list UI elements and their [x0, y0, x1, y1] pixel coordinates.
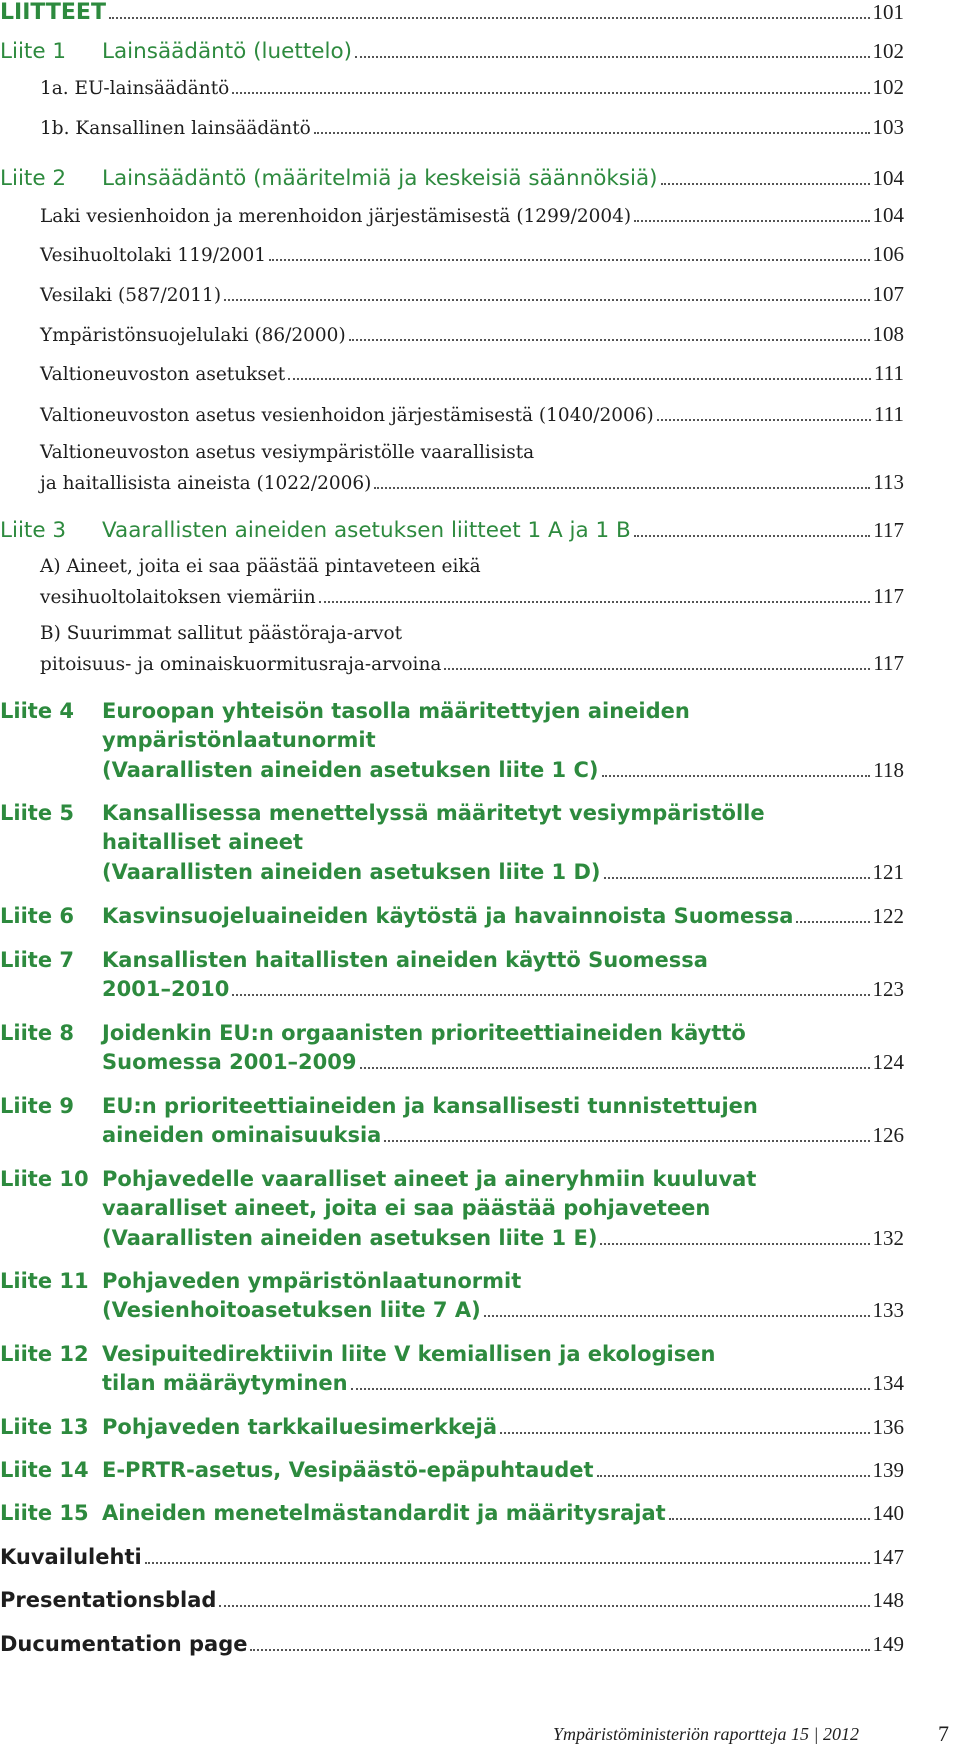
- toc-entry-liite-8[interactable]: [0, 1021, 904, 1079]
- toc-page-number: 122: [872, 904, 904, 928]
- toc-entry-title-line-2: aineiden ominaisuuksia: [102, 1123, 382, 1147]
- toc-leader-dots: [288, 378, 871, 380]
- toc-entry-liite-2[interactable]: [0, 166, 904, 194]
- toc-entry-1b[interactable]: [0, 115, 904, 141]
- toc-entry-ymparistonsuojelulaki[interactable]: [0, 322, 904, 348]
- page-footer: [0, 1721, 960, 1750]
- toc-entry-vesilaki[interactable]: [0, 282, 904, 308]
- toc-leader-dots: [351, 1388, 870, 1390]
- toc-page-number: 107: [872, 282, 904, 306]
- toc-entry-title-line-1: Pohjaveden ympäristönlaatunormit: [102, 1269, 522, 1293]
- toc-page-number: 101: [872, 0, 904, 24]
- toc-leader-dots: [109, 17, 870, 19]
- toc-page-number: 148: [872, 1588, 904, 1612]
- toc-entry-label: Liite 15: [0, 1501, 89, 1525]
- toc-leader-dots: [360, 1067, 870, 1069]
- toc-entry-title: 1b. Kansallinen lainsäädäntö: [40, 118, 311, 139]
- toc-page-number: 124: [872, 1050, 904, 1074]
- toc-leader-dots: [250, 1649, 869, 1651]
- toc-leader-dots: [500, 1432, 869, 1434]
- toc-entry-liite-11[interactable]: [0, 1269, 904, 1327]
- toc-entry-label: Liite 8: [0, 1021, 74, 1045]
- toc-entry-liite-1[interactable]: [0, 39, 904, 67]
- toc-entry-title-line-2: haitalliset aineet: [102, 830, 304, 854]
- toc-entry-title: Laki vesienhoidon ja merenhoidon järjestämisestä (1299/2004): [40, 206, 632, 227]
- toc-entry-title: Vesihuoltolaki 119/2001: [40, 245, 267, 266]
- toc-entry-vesihuoltolaki[interactable]: [0, 242, 904, 268]
- toc-entry-liite-7[interactable]: [0, 948, 904, 1006]
- toc-entry-liitteet[interactable]: [0, 0, 904, 26]
- toc-page-number: 134: [872, 1371, 904, 1395]
- toc-leader-dots: [597, 1475, 870, 1477]
- toc-entry-title-line-2: ja haitallisista aineista (1022/2006): [40, 473, 372, 494]
- toc-entry-title-line-1: Pohjavedelle vaaralliset aineet ja aineryhmiin kuuluvat: [102, 1167, 757, 1191]
- toc-leader-dots: [349, 339, 870, 341]
- toc-entry-title-line-2: 2001–2010: [102, 977, 230, 1001]
- toc-entry-title-line-1: Kansallisten haitallisten aineiden käyttö Suomessa: [102, 948, 708, 972]
- toc-entry-title-line-1: Euroopan yhteisön tasolla määritettyjen aineiden: [102, 699, 690, 723]
- toc-page-number: 126: [872, 1123, 904, 1147]
- toc-leader-dots: [484, 1315, 870, 1317]
- footer-page-number: 7: [938, 1721, 949, 1746]
- toc-leader-dots: [600, 1243, 869, 1245]
- toc-entry-title-line-3: (Vaarallisten aineiden asetuksen liite 1 C): [102, 758, 599, 782]
- toc-leader-dots: [602, 775, 871, 777]
- toc-page-number: 117: [873, 651, 904, 675]
- toc-entry-title-line-3: (Vaarallisten aineiden asetuksen liite 1 E): [102, 1226, 598, 1250]
- toc-page-number: 147: [872, 1545, 904, 1569]
- toc-leader-dots: [384, 1140, 869, 1142]
- footer-publication: Ympäristöministeriön raportteja 15 | 2012: [553, 1724, 859, 1744]
- toc-page-number: 102: [872, 39, 904, 63]
- toc-leader-dots: [232, 994, 869, 996]
- toc-leader-dots: [444, 668, 870, 670]
- toc-entry-vn-asetus-1022[interactable]: [0, 442, 904, 498]
- toc-entry-title: Lainsäädäntö (luettelo): [102, 39, 352, 64]
- toc-entry-title: Valtioneuvoston asetukset: [40, 364, 286, 385]
- toc-entry-title: Valtioneuvoston asetus vesienhoidon järjestämisestä (1040/2006): [40, 405, 654, 426]
- toc-entry-title-line-1: Kansallisessa menettelyssä määritetyt vesiympäristölle: [102, 801, 765, 825]
- toc-leader-dots: [145, 1562, 870, 1564]
- toc-leader-dots: [314, 132, 870, 134]
- toc-entry-title: Aineiden menetelmästandardit ja määritysrajat: [102, 1501, 666, 1525]
- toc-entry-vn-asetus-1040[interactable]: [0, 402, 904, 428]
- toc-entry-title-line-1: Joidenkin EU:n orgaanisten prioriteettiaineiden käyttö: [102, 1021, 746, 1045]
- toc-leader-dots: [634, 220, 869, 222]
- toc-page-number: 103: [872, 115, 904, 139]
- toc-entry-liite-3a[interactable]: [0, 556, 904, 612]
- toc-entry-title: Ympäristönsuojelulaki (86/2000): [40, 325, 346, 346]
- toc-entry-title-line-1: A) Aineet, joita ei saa päästää pintaveteen eikä: [40, 556, 481, 577]
- toc-leader-dots: [796, 921, 869, 923]
- toc-leader-dots: [661, 183, 870, 185]
- toc-entry-title: Kasvinsuojeluaineiden käytöstä ja havainnoista Suomessa: [102, 904, 794, 928]
- toc-entry-liite-3b[interactable]: [0, 623, 904, 679]
- toc-entry-title-line-2: vesihuoltolaitoksen viemäriin: [40, 587, 316, 608]
- toc-entry-label: Liite 12: [0, 1342, 89, 1366]
- toc-entry-title-line-2: pitoisuus- ja ominaiskuormitusraja-arvoina: [40, 654, 442, 675]
- toc-entry-1a[interactable]: [0, 75, 904, 101]
- toc-leader-dots: [604, 877, 870, 879]
- toc-entry-liite-4[interactable]: [0, 699, 904, 787]
- toc-entry-title-line-1: B) Suurimmat sallitut päästöraja-arvot: [40, 623, 403, 644]
- toc-entry-presentationsblad[interactable]: [0, 1588, 904, 1616]
- toc-page-number: 111: [874, 361, 904, 385]
- toc-entry-label: Liite 11: [0, 1269, 89, 1293]
- toc-entry-title-line-2: vaaralliset aineet, joita ei saa päästää pohjaveteen: [102, 1196, 711, 1220]
- toc-entry-title: E-PRTR-asetus, Vesipäästö-epäpuhtaudet: [102, 1458, 594, 1482]
- toc-page-number: 108: [872, 322, 904, 346]
- toc-entry-title-line-1: Valtioneuvoston asetus vesiympäristölle vaarallisista: [40, 442, 535, 463]
- toc-leader-dots: [219, 1605, 869, 1607]
- toc-page-number: 133: [872, 1298, 904, 1322]
- toc-entry-label: Liite 13: [0, 1415, 89, 1439]
- toc-page-number: 140: [872, 1501, 904, 1525]
- toc-entry-label: Liite 3: [0, 518, 67, 543]
- toc-entry-label: Liite 5: [0, 801, 74, 825]
- toc-entry-liite-6[interactable]: [0, 904, 904, 932]
- toc-entry-title: Lainsäädäntö (määritelmiä ja keskeisiä säännöksiä): [102, 166, 658, 191]
- toc-entry-title-line-1: Vesipuitedirektiivin liite V kemiallisen ja ekologisen: [102, 1342, 716, 1366]
- toc-entry-kuvailulehti[interactable]: [0, 1545, 904, 1573]
- toc-entry-liite-14[interactable]: [0, 1458, 904, 1486]
- toc-page-number: 104: [872, 203, 904, 227]
- toc-entry-title-line-2: tilan määräytyminen: [102, 1371, 348, 1395]
- toc-entry-title-line-2: Suomessa 2001–2009: [102, 1050, 357, 1074]
- toc-page-number: 117: [873, 584, 904, 608]
- toc-entry-title-line-2: (Vesienhoitoasetuksen liite 7 A): [102, 1298, 481, 1322]
- toc-entry-title: Kuvailulehti: [0, 1545, 142, 1569]
- toc-entry-label: Liite 14: [0, 1458, 89, 1482]
- toc-page-number: 106: [872, 242, 904, 266]
- toc-entry-title: Ducumentation page: [0, 1632, 248, 1656]
- toc-page-number: 102: [872, 75, 904, 99]
- toc-page-number: 136: [872, 1415, 904, 1439]
- toc-entry-label: Liite 2: [0, 166, 67, 191]
- toc-leader-dots: [355, 56, 870, 58]
- toc-entry-title-line-1: EU:n prioriteettiaineiden ja kansallisesti tunnistettujen: [102, 1094, 758, 1118]
- toc-page-number: 117: [873, 518, 904, 542]
- toc-entry-title: LIITTEET: [0, 0, 106, 25]
- toc-leader-dots: [269, 259, 869, 261]
- toc-entry-label: Liite 9: [0, 1094, 74, 1118]
- toc-leader-dots: [224, 299, 869, 301]
- toc-entry-liite-5[interactable]: [0, 801, 904, 889]
- toc-leader-dots: [634, 535, 871, 537]
- toc-page-number: 139: [872, 1458, 904, 1482]
- toc-entry-title: Vesilaki (587/2011): [40, 285, 222, 306]
- toc-page-number: 121: [872, 860, 904, 884]
- toc-page-number: 123: [872, 977, 904, 1001]
- toc-entry-liite-15[interactable]: [0, 1501, 904, 1529]
- toc-entry-label: Liite 1: [0, 39, 67, 64]
- toc-entry-title: 1a. EU-lainsäädäntö: [40, 78, 230, 99]
- toc-leader-dots: [232, 92, 869, 94]
- toc-entry-documentation-page[interactable]: [0, 1632, 904, 1660]
- toc-leader-dots: [669, 1518, 870, 1520]
- toc-page-number: 149: [872, 1632, 904, 1656]
- toc-entry-label: Liite 7: [0, 948, 74, 972]
- toc-entry-title-line-3: (Vaarallisten aineiden asetuksen liite 1 D): [102, 860, 601, 884]
- toc-page-number: 104: [872, 166, 904, 190]
- toc-leader-dots: [657, 419, 871, 421]
- toc-entry-title: Pohjaveden tarkkailuesimerkkejä: [102, 1415, 498, 1439]
- toc-entry-label: Liite 10: [0, 1167, 89, 1191]
- toc-page-number: 111: [874, 402, 904, 426]
- toc-entry-liite-12[interactable]: [0, 1342, 904, 1400]
- toc-entry-laki[interactable]: [0, 203, 904, 229]
- toc-entry-liite-13[interactable]: [0, 1415, 904, 1443]
- toc-page-number: 118: [873, 758, 904, 782]
- toc-entry-liite-9[interactable]: [0, 1094, 904, 1152]
- toc-entry-title: Presentationsblad: [0, 1588, 217, 1612]
- toc-leader-dots: [374, 487, 870, 489]
- toc-entry-label: Liite 6: [0, 904, 74, 928]
- toc-entry-liite-3[interactable]: [0, 518, 904, 546]
- toc-entry-title-line-2: ympäristönlaatunormit: [102, 728, 376, 752]
- toc-entry-valtioneuvoston-asetukset[interactable]: [0, 361, 904, 387]
- toc-leader-dots: [319, 601, 871, 603]
- toc-entry-label: Liite 4: [0, 699, 74, 723]
- toc-page-number: 132: [872, 1226, 904, 1250]
- toc-page-number: 113: [873, 470, 904, 494]
- toc-entry-liite-10[interactable]: [0, 1167, 904, 1255]
- toc-entry-title: Vaarallisten aineiden asetuksen liitteet 1 A ja 1 B: [102, 518, 631, 543]
